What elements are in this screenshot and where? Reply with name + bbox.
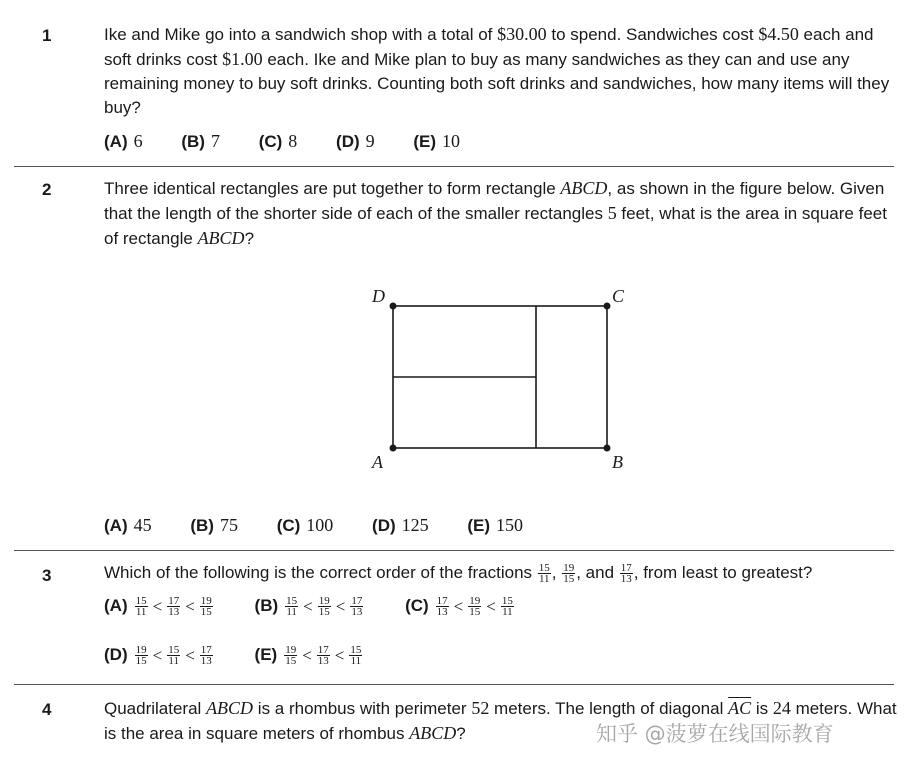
choice-d[interactable]: (D) 125 xyxy=(372,515,429,535)
choice-a[interactable]: (A) 6 xyxy=(104,131,143,151)
answer-choices-row-2 xyxy=(104,645,397,666)
choice-e[interactable]: (E) 150 xyxy=(467,515,524,535)
rectangle-figure xyxy=(360,280,650,480)
label-c: C xyxy=(612,286,625,306)
choice-a[interactable]: (A) $\frac{15}{11}$ < $\frac{17}{13}$ < $\frac{19}{15}$ xyxy=(104,595,212,619)
label-d: D xyxy=(372,286,385,306)
label-a: A xyxy=(372,452,383,472)
vertex-a-dot xyxy=(390,445,397,452)
problem-number: 4 xyxy=(42,700,52,719)
choice-b[interactable]: (B) $\frac{15}{11}$ < $\frac{19}{15}$ < $\frac{17}{13}$ xyxy=(254,595,363,619)
vertex-b-dot xyxy=(604,445,611,452)
problem-number: 3 xyxy=(42,566,52,585)
answer-choices xyxy=(104,131,494,152)
choice-d[interactable]: (D) $\frac{19}{15}$ < $\frac{15}{11}$ < $\frac{17}{13}$ xyxy=(104,644,212,668)
problem-text: Ike and Mike go into a sandwich shop with a total of $30.00 to spend. Sandwiches cost $4.50 each and soft drinks cost $1.00 each. Ike and Mike plan to buy as many sandwiches as they can and use any remaining money to buy soft drinks. Counting both soft drinks and sandwiches, how many items will they buy? xyxy=(104,24,890,117)
choice-c[interactable]: (C) 100 xyxy=(276,515,334,535)
choice-e[interactable]: (E) 10 xyxy=(413,131,461,151)
problem-number: 2 xyxy=(42,180,52,199)
problem-text: Quadrilateral ABCD is a rhombus with perimeter 52 meters. The length of diagonal $\overline{AC}$ is 24 meters. What is the area in square meters of rhombus ABCD? xyxy=(104,698,897,743)
vertex-d-dot xyxy=(390,303,397,310)
choice-e[interactable]: (E) $\frac{19}{15}$ < $\frac{17}{13}$ < $\frac{15}{11}$ xyxy=(254,644,362,668)
divider xyxy=(14,684,894,685)
problem-text: Three identical rectangles are put together to form rectangle ABCD, as shown in the figure below. Given that the length of the shorter side of each of the smaller rectangles 5 feet, what is the area in square feet of rectangle ABCD? xyxy=(104,178,887,248)
fraction: $\frac{19}{15}$ xyxy=(563,562,575,586)
watermark: 知乎 @菠萝在线国际教育 xyxy=(596,722,834,746)
choice-d[interactable]: (D) 9 xyxy=(336,131,375,151)
problem-text: Which of the following is the correct order of the fractions $\frac{15}{11}$ , $\frac{19}{15}$ , and $\frac{17}{13}$ , from least to greatest? xyxy=(104,562,813,586)
fraction: $\frac{15}{11}$ xyxy=(538,562,550,586)
answer-choices-row-1 xyxy=(104,596,549,617)
choice-c[interactable]: (C) $\frac{17}{13}$ < $\frac{19}{15}$ < $\frac{15}{11}$ xyxy=(405,595,513,619)
choice-b[interactable]: (B) 75 xyxy=(190,515,238,535)
divider xyxy=(14,550,894,551)
label-b: B xyxy=(612,452,623,472)
choice-b[interactable]: (B) 7 xyxy=(181,131,220,151)
choice-a[interactable]: (A) 45 xyxy=(104,515,152,535)
problem-number: 1 xyxy=(42,26,52,45)
vertex-c-dot xyxy=(604,303,611,310)
fraction: $\frac{17}{13}$ xyxy=(620,562,632,586)
choice-c[interactable]: (C) 8 xyxy=(258,131,298,151)
answer-choices xyxy=(104,515,557,536)
divider xyxy=(14,166,894,167)
